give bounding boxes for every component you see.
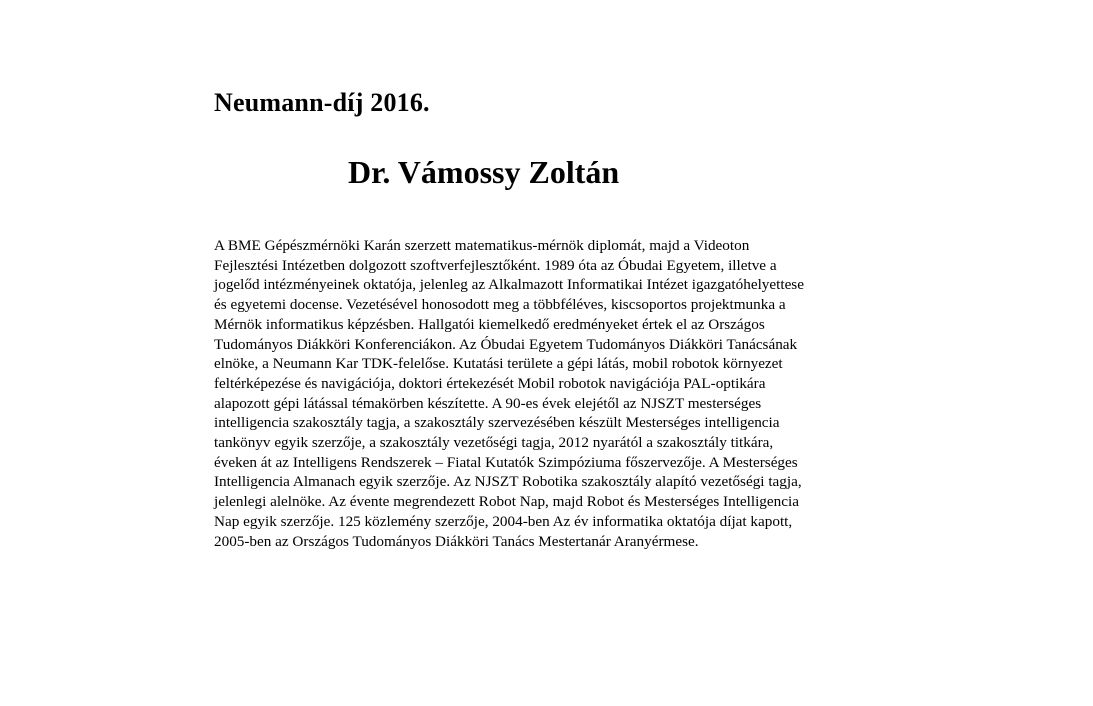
bio-line: 2005-ben az Országos Tudományos Diákköri Tanács Mestertanár Aranyérmese.	[214, 532, 699, 550]
person-name: Dr. Vámossy Zoltán	[348, 154, 620, 190]
bio-line: Tudományos Diákköri Konferenciákon. Az Óbudai Egyetem Tudományos Diákköri Tanácsának	[214, 335, 798, 353]
bio-line: Intelligencia Almanach egyik szerzője. Az NJSZT Robotika szakosztály alapító vezetőségi tagja,	[214, 473, 802, 491]
biography-paragraph	[214, 236, 894, 551]
bio-line: éveken át az Intelligens Rendszerek – Fiatal Kutatók Szimpóziuma főszervezője. A Mesterséges	[214, 453, 798, 471]
award-title: Neumann-díj 2016.	[214, 88, 430, 117]
bio-line: A BME Gépészmérnöki Karán szerzett matematikus-mérnök diplomát, majd a Videoton	[214, 237, 750, 254]
bio-line: Mérnök informatikus képzésben. Hallgatói kiemelkedő eredményeket értek el az Országos	[214, 315, 765, 333]
bio-line: intelligencia szakosztály tagja, a szakosztály szervezésében készült Mesterséges intelligencia	[214, 414, 780, 432]
bio-line: feltérképezése és navigációja, doktori értekezését Mobil robotok navigációja PAL-optikára	[214, 374, 766, 392]
bio-line: jogelőd intézményeinek oktatója, jelenleg az Alkalmazott Informatikai Intézet igazgatóhelyettese	[214, 276, 804, 294]
bio-line: és egyetemi docense. Vezetésével honosodott meg a többféléves, kiscsoportos projektmunka a	[214, 296, 786, 314]
bio-line: tankönyv egyik szerzője, a szakosztály vezetőségi tagja, 2012 nyarától a szakosztály titkára,	[214, 434, 774, 452]
bio-line: Fejlesztési Intézetben dolgozott szoftverfejlesztőként. 1989 óta az Óbudai Egyetem, illetve a	[214, 256, 777, 274]
bio-line: elnöke, a Neumann Kar TDK-felelőse. Kutatási területe a gépi látás, mobil robotok környezet	[214, 355, 783, 373]
bio-line: jelenlegi alelnöke. Az évente megrendezett Robot Nap, majd Robot és Mesterséges Intelligencia	[214, 493, 799, 511]
bio-line: Nap egyik szerzője. 125 közlemény szerzője, 2004-ben Az év informatika oktatója díjat kapott,	[214, 512, 793, 530]
bio-line: alapozott gépi látással témakörben készítette. A 90-es évek elejétől az NJSZT mesterséges	[214, 394, 762, 412]
